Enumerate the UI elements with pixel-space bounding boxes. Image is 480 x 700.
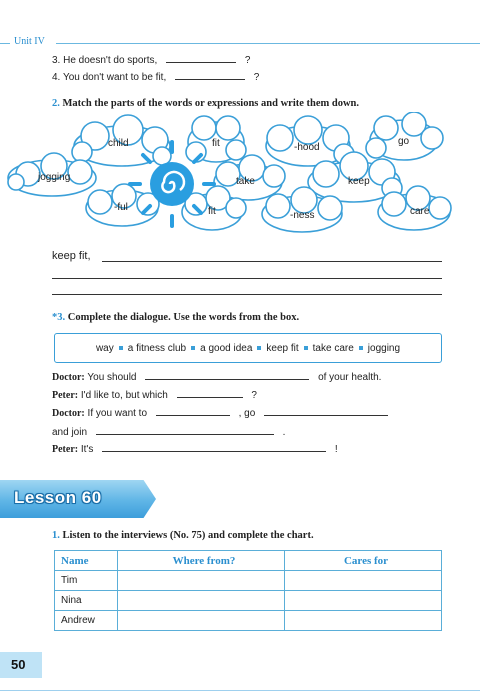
task1-heading: 1. Listen to the interviews (No. 75) and complete the chart. (52, 530, 314, 541)
box-word: a fitness club (127, 342, 187, 354)
cloud-word: -hood (294, 142, 320, 153)
cloud-word: fit (208, 206, 216, 217)
box-word: a good idea (200, 342, 253, 354)
writing-line[interactable] (52, 294, 442, 295)
writing-line[interactable] (102, 261, 442, 262)
chart-header: Name (55, 551, 118, 571)
cloud-word: jogging (38, 172, 71, 183)
answer-line[interactable] (145, 378, 309, 380)
answer-line[interactable] (166, 61, 236, 63)
dialogue-line-5: Peter: It's ! (52, 444, 338, 455)
chart-header: Cares for (285, 551, 442, 571)
dialogue-line-3: Doctor: If you want to , go (52, 408, 388, 419)
cloud-word: -ness (290, 210, 315, 221)
writing-line[interactable] (52, 278, 442, 279)
page-number: 50 (11, 657, 26, 672)
chart-cell[interactable] (118, 591, 285, 611)
chart-cell[interactable] (285, 591, 442, 611)
answer-line[interactable] (96, 433, 274, 435)
interview-chart (54, 550, 442, 631)
chart-cell[interactable] (285, 571, 442, 591)
task2-example: keep fit, (52, 250, 91, 262)
cloud-word: take (236, 176, 255, 187)
dialogue-line-4: and join . (52, 427, 286, 438)
answer-line[interactable] (156, 414, 230, 416)
square-bullet-icon (257, 346, 261, 350)
chart-cell-name: Tim (55, 571, 118, 591)
question-4: 4. You don't want to be fit, ? (52, 72, 260, 83)
square-bullet-icon (119, 346, 123, 350)
lesson-title: Lesson 60 (14, 488, 102, 507)
cloud-word: care (410, 206, 430, 217)
square-bullet-icon (191, 346, 195, 350)
cloud-word: -ful (114, 202, 128, 213)
chart-cell[interactable] (118, 611, 285, 631)
chart-cell-name: Nina (55, 591, 118, 611)
answer-line[interactable] (102, 450, 326, 452)
answer-line[interactable] (175, 78, 245, 80)
table-row (55, 571, 442, 591)
chart-cell[interactable] (118, 571, 285, 591)
answer-line[interactable] (264, 414, 388, 416)
dialogue-line-1: Doctor: You should of your health. (52, 372, 382, 383)
square-bullet-icon (359, 346, 363, 350)
word-box (54, 333, 442, 363)
table-row (55, 591, 442, 611)
box-word: way (95, 342, 114, 354)
unit-label: Unit IV (14, 36, 45, 47)
unit-header (0, 36, 480, 52)
dialogue-line-2: Peter: I'd like to, but which ? (52, 390, 257, 401)
square-bullet-icon (304, 346, 308, 350)
cloud-word: child (108, 138, 129, 149)
question-3: 3. He doesn't do sports, ? (52, 55, 251, 66)
sun-icon (130, 142, 214, 226)
bottom-rule (0, 690, 480, 691)
task2-heading: 2. Match the parts of the words or expressions and write them down. (52, 98, 360, 109)
chart-cell-name: Andrew (55, 611, 118, 631)
chart-cell[interactable] (285, 611, 442, 631)
box-word: take care (312, 342, 354, 354)
task3-heading: *3. Complete the dialogue. Use the words from the box. (52, 312, 300, 323)
answer-line[interactable] (177, 396, 243, 398)
box-word: jogging (367, 342, 401, 354)
chart-header-row (55, 551, 442, 571)
cloud-word: fit (212, 138, 220, 149)
cloud-word: keep (348, 176, 370, 187)
table-row (55, 611, 442, 631)
chart-header: Where from? (118, 551, 285, 571)
cloud-word: go (398, 136, 410, 147)
box-word: keep fit (266, 342, 299, 354)
cloud-hood (266, 116, 354, 166)
